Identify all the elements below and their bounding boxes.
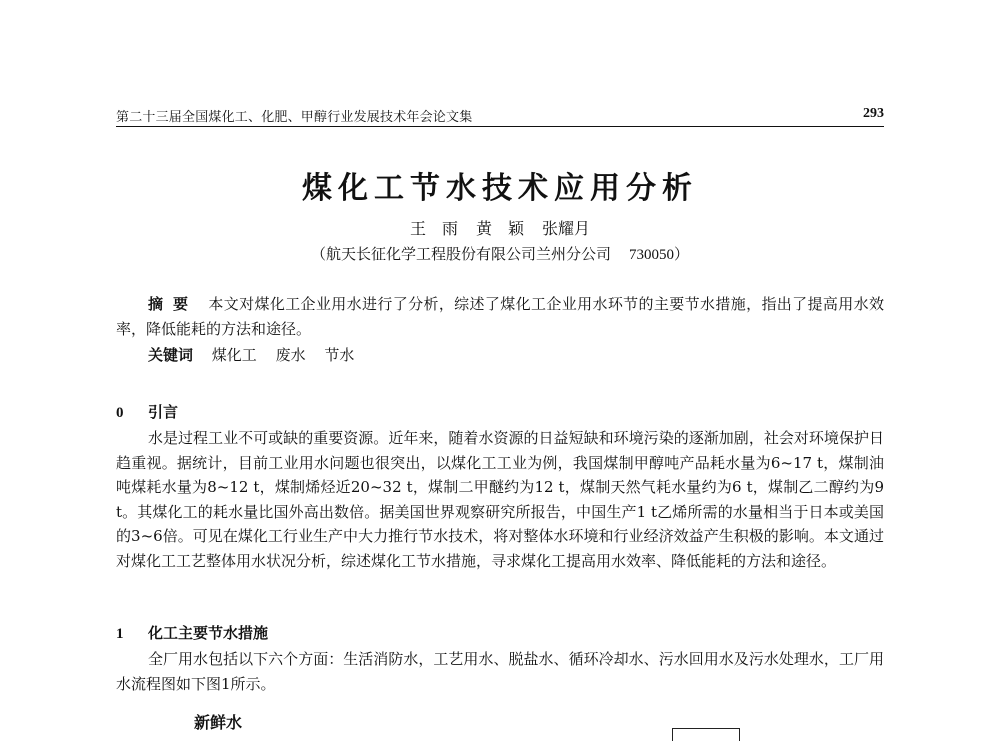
author-list (0, 216, 1000, 239)
section-heading (116, 401, 178, 422)
section-heading (116, 622, 268, 643)
paper-title: 煤化工节水技术应用分析 (302, 171, 698, 206)
section-paragraph: 水是过程工业不可或缺的重要资源。近年来，随着水资源的日益短缺和环境污染的逐渐加剧，社会对环境保护日趋重视。据统计，目前工业用水问题也很突出，以煤化工工业为例，我国煤制甲醇吨产品耗水量为6~17 t，煤制油吨煤耗水量为8~12 t，煤制烯烃近20~32 t，煤制二甲醚约为12 t，煤制天然气耗水量约为6 t，煤制乙二醇约为9 t。其煤化工的耗水量比国外高出数倍。据美国世界观察研究所报告，中国生产1 t乙烯所需的水量相当于日本或美国的3~6倍。可见在煤化工行业生产中大力推行节水技术，将对整体水环境和行业经济效益产生积极的影响。本文通过对煤化工工艺整体用水状况分析，综述煤化工节水措施，寻求煤化工提高用水效率、降低能耗的方法和途径。 (116, 429, 884, 570)
keyword: 节水 (324, 346, 355, 364)
keyword: 废水 (275, 346, 306, 364)
proceedings-title: 第二十三届全国煤化工、化肥、甲醇行业发展技术年会论文集 (116, 110, 473, 125)
keywords-label: 关键词 (148, 346, 194, 364)
abstract-text: 本文对煤化工企业用水进行了分析，综述了煤化工企业用水环节的主要节水措施，指出了提高用水效率，降低能耗的方法和途径。 (116, 295, 884, 338)
section-title: 引言 (148, 403, 179, 421)
keywords (116, 343, 884, 368)
abstract-label: 摘要 (148, 295, 199, 313)
affiliation-name: （航天长征化学工程股份有限公司兰州分公司 (310, 245, 611, 263)
author-name: 黄 颖 (475, 219, 524, 238)
author-name: 王 雨 (409, 219, 458, 238)
author-name: 张耀月 (542, 219, 591, 238)
figure-label: 新鲜水 (194, 713, 243, 732)
section-paragraph: 全厂用水包括以下六个方面：生活消防水，工艺用水、脱盐水、循环冷却水、污水回用水及污水处理水，工厂用水流程图如下图1所示。 (116, 650, 884, 693)
section-number: 0 (116, 405, 124, 421)
page-number: 293 (863, 106, 884, 121)
section-title: 化工主要节水措施 (148, 624, 269, 642)
running-header (116, 106, 884, 128)
affiliation (0, 243, 1000, 264)
keyword: 煤化工 (211, 346, 257, 364)
header-rule (116, 126, 884, 127)
section-number: 1 (116, 626, 124, 642)
postal-code: 730050） (629, 247, 690, 263)
abstract (116, 292, 884, 341)
